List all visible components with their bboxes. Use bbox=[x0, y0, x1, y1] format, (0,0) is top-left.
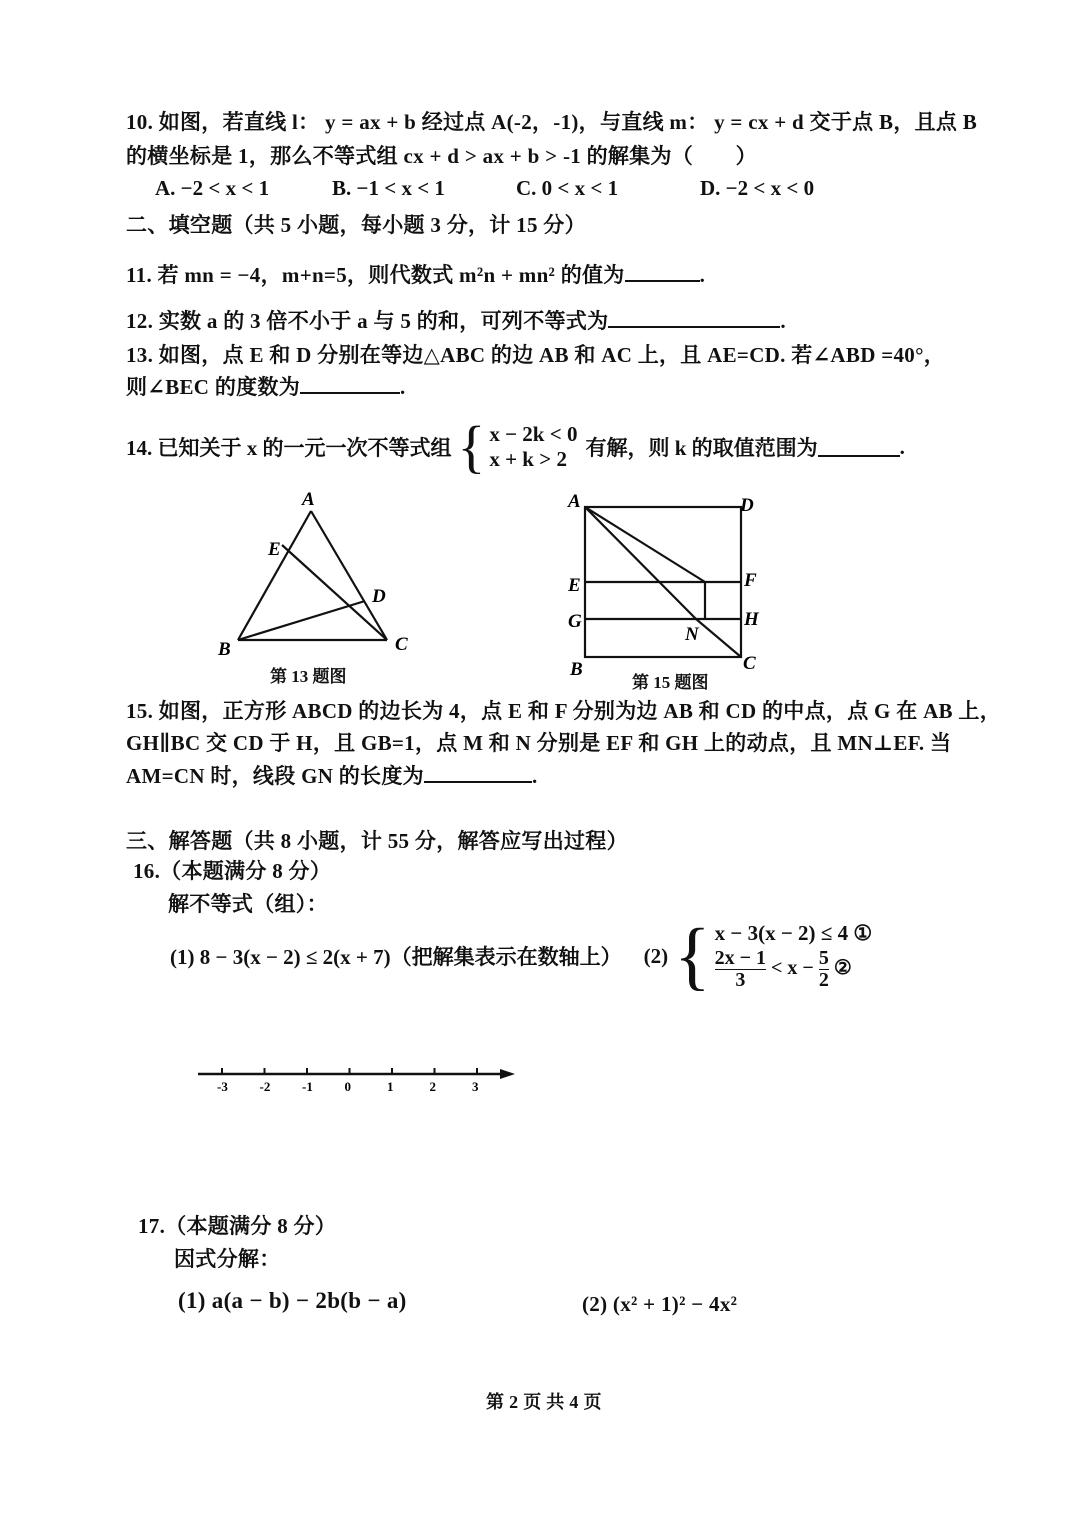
q14-suffix-text: 有解，则 k 的取值范围为 bbox=[585, 436, 818, 460]
answer-blank bbox=[300, 374, 400, 394]
figure-13-caption: 第 13 题图 bbox=[270, 667, 347, 686]
q11: 11. 若 mn = −4，m+n=5，则代数式 m²n + mn² 的值为 . bbox=[126, 263, 706, 287]
label-f: F bbox=[744, 570, 757, 591]
section2-heading: 二、填空题（共 5 小题，每小题 3 分，计 15 分） bbox=[126, 213, 586, 237]
q16-part2-ineq1: x − 3(x − 2) ≤ 4 ① bbox=[714, 921, 873, 945]
q12-text: 12. 实数 a 的 3 倍不小于 a 与 5 的和，可列不等式为 bbox=[126, 309, 609, 333]
label-e: E bbox=[268, 539, 281, 560]
q15-line2: GH∥BC 交 CD 于 H，且 GB=1，点 M 和 N 分别是 EF 和 GH 上的动点，且 MN⊥EF. 当 bbox=[126, 731, 952, 755]
answer-blank bbox=[625, 262, 700, 282]
brace-icon: { bbox=[457, 414, 486, 479]
tick-label: -2 bbox=[259, 1079, 271, 1094]
label-c: C bbox=[395, 634, 408, 655]
q17-instruction: 因式分解： bbox=[174, 1247, 281, 1271]
q10-option-c: C. 0 < x < 1 bbox=[516, 176, 619, 200]
tick-label: -1 bbox=[302, 1079, 313, 1094]
q14-prefix: 14. 已知关于 x 的一元一次不等式组 bbox=[126, 436, 452, 460]
q17-part2: (2) (x² + 1)² − 4x² bbox=[582, 1292, 738, 1316]
answer-blank bbox=[424, 763, 532, 783]
q13-line2: 则∠BEC 的度数为 . bbox=[126, 375, 406, 399]
arrow-icon bbox=[500, 1069, 515, 1079]
q14-system bbox=[489, 422, 577, 472]
label-g: G bbox=[568, 611, 582, 632]
q16-part2-system bbox=[715, 921, 873, 991]
label-n: N bbox=[685, 624, 699, 645]
tick-label: 2 bbox=[429, 1079, 436, 1094]
label-b: B bbox=[570, 659, 583, 680]
q14: 14. 已知关于 x 的一元一次不等式组 { x − 2k < 0 x + k > 2 有解，则 k 的取值范围为 . bbox=[126, 414, 905, 479]
q16-part1: (1) 8 − 3(x − 2) ≤ 2(x + 7)（把解集表示在数轴上） bbox=[170, 945, 622, 969]
q13-line1: 13. 如图，点 E 和 D 分别在等边△ABC 的边 AB 和 AC 上，且 AE=CD. 若∠ABD =40°， bbox=[126, 343, 946, 367]
fraction-denominator: 3 bbox=[735, 969, 746, 991]
q16-instruction: 解不等式（组）： bbox=[168, 892, 328, 916]
tick-label: 1 bbox=[387, 1079, 394, 1094]
q10-line2: 的横坐标是 1，那么不等式组 cx + d > ax + b > -1 的解集为（ ） bbox=[126, 144, 757, 168]
fraction-numerator: 5 bbox=[818, 947, 829, 969]
q10-option-b: B. −1 < x < 1 bbox=[332, 176, 445, 200]
q15-line3: AM=CN 时，线段 GN 的长度为 . bbox=[126, 764, 538, 788]
q12: 12. 实数 a 的 3 倍不小于 a 与 5 的和，可列不等式为 . bbox=[126, 309, 786, 333]
label-e: E bbox=[568, 575, 581, 596]
q10-option-a: A. −2 < x < 1 bbox=[155, 176, 270, 200]
label-b: B bbox=[218, 639, 231, 660]
circled-mark: ② bbox=[833, 957, 852, 980]
q16-part2-ineq2 bbox=[715, 948, 873, 991]
q17-header: 17.（本题满分 8 分） bbox=[138, 1214, 337, 1238]
q16-header: 16.（本题满分 8 分） bbox=[133, 859, 332, 883]
q16-parts bbox=[170, 914, 873, 998]
label-a: A bbox=[568, 491, 581, 512]
tick-label: 3 bbox=[472, 1079, 479, 1094]
tick-label: 0 bbox=[344, 1079, 351, 1094]
q14-ineq2: x + k > 2 bbox=[489, 447, 567, 471]
q13-text: 则∠BEC 的度数为 bbox=[126, 375, 301, 399]
label-h: H bbox=[744, 609, 759, 630]
label-d: D bbox=[372, 586, 386, 607]
label-a: A bbox=[302, 489, 315, 510]
figure-15 bbox=[560, 485, 770, 685]
q10-line1: 10. 如图，若直线 l： y = ax + b 经过点 A(-2，-1)，与直线 m： y = cx + d 交于点 B，且点 B bbox=[126, 110, 978, 134]
q16-part2-label: (2) bbox=[643, 943, 669, 968]
page-footer: 第 2 页 共 4 页 bbox=[486, 1392, 602, 1412]
q10-option-d: D. −2 < x < 0 bbox=[700, 176, 815, 200]
q15-line1: 15. 如图，正方形 ABCD 的边长为 4，点 E 和 F 分别为边 AB 和 CD 的中点，点 G 在 AB 上， bbox=[126, 699, 1002, 723]
brace-icon: { bbox=[674, 914, 711, 998]
ineq-middle: < x − bbox=[771, 957, 814, 980]
answer-blank bbox=[608, 308, 780, 328]
figure-15-caption: 第 15 题图 bbox=[632, 673, 709, 692]
q17-part1: (1) a(a − b) − 2b(b − a) bbox=[178, 1288, 407, 1313]
label-d: D bbox=[740, 495, 754, 516]
q14-ineq1: x − 2k < 0 bbox=[489, 422, 578, 446]
q15-text: AM=CN 时，线段 GN 的长度为 bbox=[126, 764, 424, 788]
section3-heading: 三、解答题（共 8 小题，计 55 分，解答应写出过程） bbox=[126, 829, 628, 853]
fraction-denominator: 2 bbox=[818, 969, 829, 991]
label-c: C bbox=[743, 653, 756, 674]
figure-13 bbox=[210, 485, 430, 665]
tick-label: -3 bbox=[217, 1079, 228, 1094]
number-line bbox=[190, 1055, 530, 1100]
fraction-numerator: 2x − 1 bbox=[714, 947, 767, 969]
q11-text: 11. 若 mn = −4，m+n=5，则代数式 m²n + mn² 的值为 bbox=[126, 263, 625, 287]
answer-blank bbox=[818, 437, 900, 457]
